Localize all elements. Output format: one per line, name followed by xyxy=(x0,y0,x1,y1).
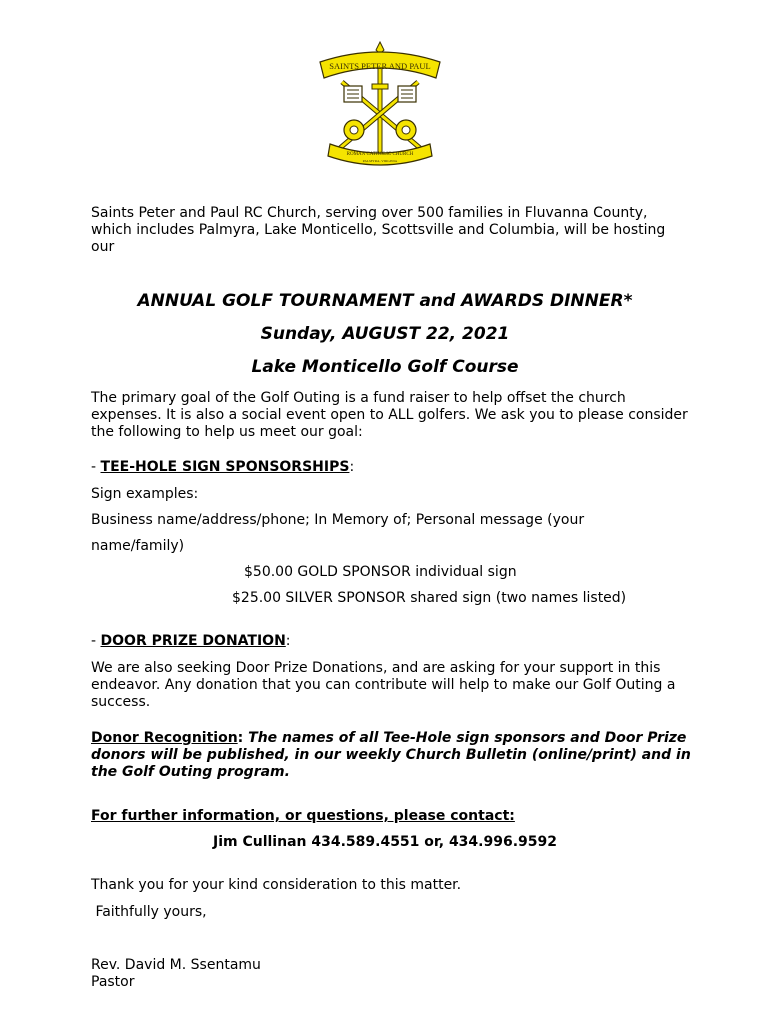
svg-text:PALMYRA, VIRGINIA: PALMYRA, VIRGINIA xyxy=(362,159,398,163)
signer-name: Rev. David M. Ssentamu xyxy=(91,957,261,973)
contact-heading-line xyxy=(91,808,691,825)
event-venue: Lake Monticello Golf Course xyxy=(251,357,519,377)
sign-examples-line1: Business name/address/phone; In Memory of; Personal message (your xyxy=(91,512,585,528)
intro-paragraph: Saints Peter and Paul RC Church, serving over 500 families in Fluvanna County, which includes Palmyra, Lake Monticello, Scottsville and Columbia, will be hosting our xyxy=(91,205,666,255)
sign-examples-label: Sign examples: xyxy=(91,486,199,502)
door-dash: - xyxy=(91,633,101,649)
door-heading: DOOR PRIZE DONATION xyxy=(100,633,286,649)
door-heading-line xyxy=(91,633,691,650)
event-title: ANNUAL GOLF TOURNAMENT and AWARDS DINNER* xyxy=(137,291,633,311)
faithfully-line: Faithfully yours, xyxy=(91,904,207,920)
tee-heading: TEE-HOLE SIGN SPONSORSHIPS xyxy=(100,459,350,475)
door-colon: : xyxy=(285,633,291,649)
goal-paragraph: The primary goal of the Golf Outing is a fund raiser to help offset the church expenses. It is also a social event open to ALL golfers. We ask you to please consider the following to help us meet our goal: xyxy=(91,390,688,440)
tee-heading-line xyxy=(91,459,691,476)
church-crest-icon xyxy=(314,40,446,170)
svg-text:SAINTS PETER AND PAUL: SAINTS PETER AND PAUL xyxy=(329,61,431,71)
contact-line: Jim Cullinan 434.589.4551 or, 434.996.9592 xyxy=(213,834,557,850)
contact-heading: For further information, or questions, please contact: xyxy=(91,808,515,824)
door-paragraph: We are also seeking Door Prize Donations, and are asking for your support in this endeavor. Any donation that you can contribute will help to make our Golf Outing a success. xyxy=(91,660,676,710)
signer-role: Pastor xyxy=(91,974,135,990)
silver-sponsor-line: $25.00 SILVER SPONSOR shared sign (two names listed) xyxy=(232,590,627,606)
tee-colon: : xyxy=(349,459,355,475)
recognition-body: The names of all Tee-Hole sign sponsors and Door Prize donors will be published, in our weekly Church Bulletin (online/print) and in the Golf Outing program. xyxy=(91,730,691,780)
recognition-label: Donor Recognition xyxy=(91,730,238,746)
thanks-line: Thank you for your kind consideration to this matter. xyxy=(91,877,462,893)
church-logo xyxy=(314,40,446,170)
sign-examples-line2: name/family) xyxy=(91,538,185,554)
recognition-paragraph xyxy=(91,730,691,781)
recognition-colon: : xyxy=(237,730,249,746)
svg-text:ROMAN CATHOLIC CHURCH: ROMAN CATHOLIC CHURCH xyxy=(346,152,414,157)
event-date: Sunday, AUGUST 22, 2021 xyxy=(260,324,510,344)
gold-sponsor-line: $50.00 GOLD SPONSOR individual sign xyxy=(244,564,517,580)
tee-dash: - xyxy=(91,459,101,475)
